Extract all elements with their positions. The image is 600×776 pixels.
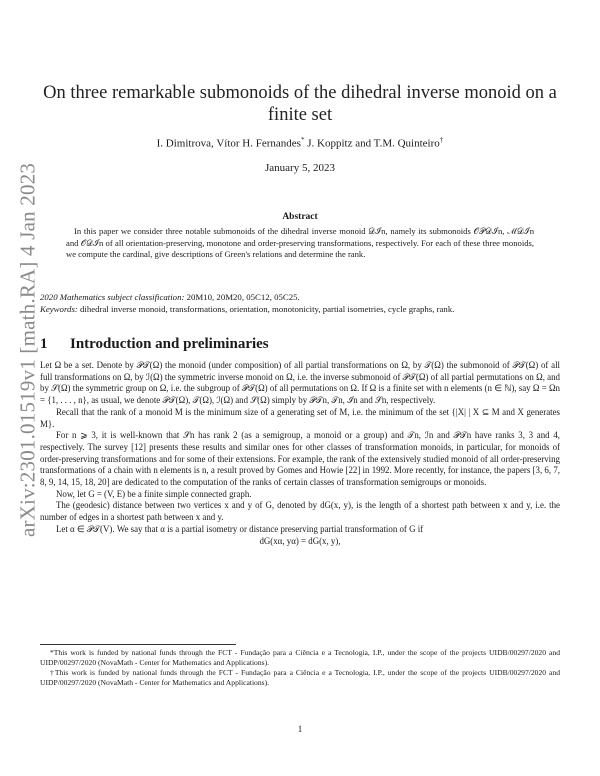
publication-date: January 5, 2023 xyxy=(265,162,335,174)
paragraph: For n ⩾ 3, it is well-known that 𝒮n has rank 2 (as a semigroup, a monoid or a group) and 𝒯n, ℐn and 𝒫𝒯n have ranks 3, 3 and 4, respectively. The survey [12] presents these results and similar ones for other classes of transformation monoids, in particular, for monoids of order-preserving transformations and for some of their extensions. For example, the rank of the extensively studied monoid of all order-preserving transformations of a chain with n elements is n, a result proved by Gomes and Howie [22] in 1992. More recently, for instance, the papers [3, 6, 7, 8, 9, 14, 15, 18, 20] are dedicated to the computation of the ranks of certain classes of transformation semigroups or monoids. xyxy=(40,430,560,488)
footnote-rule xyxy=(40,644,236,645)
msc-label: 2020 Mathematics subject classification: xyxy=(40,292,185,302)
keywords-value: dihedral inverse monoid, transformations, orientation, monotonicity, partial isometries, cycle graphs, rank. xyxy=(77,303,455,314)
keywords-label: Keywords: xyxy=(40,303,78,314)
section-title: Introduction and preliminaries xyxy=(70,336,269,352)
footnote-mark-1: * xyxy=(300,136,305,144)
paragraph: Now, let G = (V, E) be a finite simple connected graph. xyxy=(56,488,252,499)
paragraph: The (geodesic) distance between two vertices x and y of G, denoted by dG(x, y), is the length of a shortest path between x and y, i.e. the number of edges in a shortest path between x and y. xyxy=(40,500,560,523)
metadata-block xyxy=(40,292,560,315)
author-names-1: I. Dimitrova, Vítor H. Fernandes xyxy=(156,137,301,150)
display-equation: dG(xα, yα) = dG(x, y), xyxy=(259,535,341,546)
paragraph: Let Ω be a set. Denote by 𝒫𝒯(Ω) the monoid (under composition) of all partial transformations on Ω, by 𝒯(Ω) the submonoid of 𝒫𝒯(Ω) of all full transformations on Ω, by ℐ(Ω) the symmetric inverse monoid on Ω, i.e. the inverse submonoid of 𝒫𝒯(Ω) of all partial permutations on Ω, and by 𝒮(Ω) the symmetric group on Ω, i.e. the subgroup of 𝒫𝒯(Ω) of all permutations on Ω. If Ω is a finite set with n elements (n ∈ ℕ), say Ω = Ωn = {1, . . . , n}, as usual, we denote 𝒫𝒯(Ω), 𝒯(Ω), ℐ(Ω) and 𝒮(Ω) simply by 𝒫𝒯n, 𝒯n, ℐn and 𝒮n, respectively. xyxy=(40,360,560,406)
paragraph: Let α ∈ 𝒫𝒯(V). We say that α is a partial isometry or distance preserving partial transformation of G if xyxy=(56,523,424,534)
section-heading xyxy=(40,336,560,353)
paper-title: On three remarkable submonoids of the dihedral inverse monoid on a finite set xyxy=(43,83,557,125)
abstract-heading: Abstract xyxy=(282,212,318,222)
footnotes xyxy=(40,648,560,688)
footnote-mark-2: † xyxy=(439,136,444,144)
abstract-text: In this paper we consider three notable submonoids of the dihedral inverse monoid 𝒟ℐn, namely its submonoids 𝒪𝒫𝒟ℐn, ℳ𝒟ℐn and 𝒪𝒟ℐn of all orientation-preserving, monotone and order-preserving transformations, respectively. For each of these three monoids, we compute the cardinal, give descriptions of Green's relations and determine the rank. xyxy=(66,226,534,260)
footnote: *This work is funded by national funds through the FCT - Fundação para a Ciência e a Tecnologia, I.P., under the scope of the projects UIDB/00297/2020 and UIDP/00297/2020 (NovaMath - Center for Mathematics and Applications). xyxy=(40,648,560,667)
msc-classification xyxy=(40,292,560,304)
arxiv-identifier: arXiv:2301.01519v1 [math.RA] 4 Jan 2023 xyxy=(15,162,40,538)
footnote: †This work is funded by national funds through the FCT - Fundação para a Ciência e a Tecnologia, I.P., under the scope of the projects UIDB/00297/2020 and UIDP/00297/2020 (NovaMath - Center for Mathematics and Applications). xyxy=(40,668,560,687)
paragraph: Recall that the rank of a monoid M is the minimum size of a generating set of M, i.e. the minimum of the set {|X| | X ⊆ M and X generates M}. xyxy=(40,406,560,429)
author-list xyxy=(40,136,560,150)
page-number: 1 xyxy=(297,724,303,734)
author-names-2: J. Koppitz and T.M. Quinteiro xyxy=(304,137,440,150)
keywords xyxy=(40,304,560,316)
body-text xyxy=(40,360,560,547)
msc-value: 20M10, 20M20, 05C12, 05C25. xyxy=(184,292,300,302)
section-number: 1 xyxy=(40,336,48,352)
